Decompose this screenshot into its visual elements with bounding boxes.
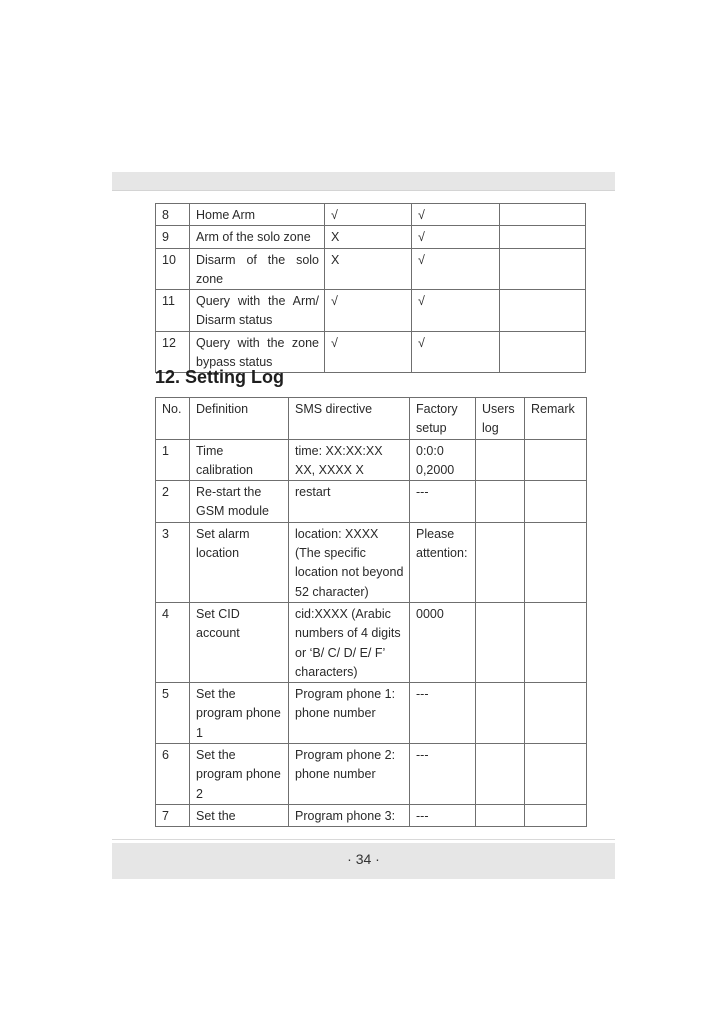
header-users-log: Users log [476,398,525,440]
support-mark: X [325,226,412,248]
table-row [156,683,587,744]
sms-directive-cell: Program phone 2: phone number [289,744,410,805]
function-name: Query with the zone bypass status [190,331,325,373]
section-title: 12. Setting Log [155,367,285,387]
users-log-cell [476,522,525,602]
row-number: 7 [156,804,190,826]
row-number: 9 [156,226,190,248]
factory-setup-cell: 0:0:0 0,2000 [410,439,476,481]
table-row [156,804,587,826]
row-number: 8 [156,204,190,226]
sms-directive-cell: location: XXXX (The specific location not beyond 52 character) [289,522,410,602]
remark-cell [525,439,587,481]
table-row [156,226,586,248]
sms-directive-cell: Program phone 3: [289,804,410,826]
remark-cell [525,683,587,744]
row-number: 3 [156,522,190,602]
page-header-band [112,172,615,191]
users-log-cell [476,481,525,523]
users-log-cell [476,683,525,744]
footer-divider [112,839,615,840]
function-name: Query with the Arm/ Disarm status [190,290,325,332]
row-number: 4 [156,602,190,682]
support-mark: √ [325,204,412,226]
bullet-left: · [347,851,352,867]
empty-cell [500,331,586,373]
table-row [156,481,587,523]
definition-cell: Set CID account [190,602,289,682]
zone-function-table [155,203,586,373]
sms-directive-cell: cid:XXXX (Arabic numbers of 4 digits or ‘B/ C/ D/ E/ F’ characters) [289,602,410,682]
support-mark: X [325,248,412,290]
sms-directive-cell: time: XX:XX:XX XX, XXXX X [289,439,410,481]
factory-setup-cell: --- [410,804,476,826]
header-factory-setup: Factory setup [410,398,476,440]
header-no: No. [156,398,190,440]
row-number: 10 [156,248,190,290]
page-number-value: 34 [355,851,372,867]
header-definition: Definition [190,398,289,440]
row-number: 5 [156,683,190,744]
definition-cell: Re-start the GSM module [190,481,289,523]
factory-setup-cell: 0000 [410,602,476,682]
sms-directive-cell: restart [289,481,410,523]
table-row [156,290,586,332]
definition-cell: Set alarm location [190,522,289,602]
setting-log-table [155,397,587,827]
users-log-cell [476,602,525,682]
function-name: Home Arm [190,204,325,226]
users-log-cell [476,744,525,805]
table-row [156,248,586,290]
header-remark: Remark [525,398,587,440]
table-row [156,204,586,226]
remark-cell [525,744,587,805]
support-mark: √ [412,248,500,290]
page-number [112,851,615,867]
support-mark: √ [412,290,500,332]
definition-cell: Set the [190,804,289,826]
empty-cell [500,290,586,332]
factory-setup-cell: --- [410,481,476,523]
empty-cell [500,204,586,226]
table-header-row [156,398,587,440]
row-number: 11 [156,290,190,332]
support-mark: √ [412,226,500,248]
users-log-cell [476,439,525,481]
factory-setup-cell: --- [410,683,476,744]
support-mark: √ [325,290,412,332]
table-row [156,522,587,602]
row-number: 12 [156,331,190,373]
table-row [156,439,587,481]
empty-cell [500,248,586,290]
remark-cell [525,602,587,682]
remark-cell [525,522,587,602]
page-footer-band [112,843,615,879]
sms-directive-cell: Program phone 1: phone number [289,683,410,744]
definition-cell: Set the program phone 1 [190,683,289,744]
remark-cell [525,481,587,523]
empty-cell [500,226,586,248]
factory-setup-cell: --- [410,744,476,805]
users-log-cell [476,804,525,826]
bullet-right: · [375,851,380,867]
definition-cell: Time calibration [190,439,289,481]
support-mark: √ [412,331,500,373]
remark-cell [525,804,587,826]
function-name: Disarm of the solo zone [190,248,325,290]
support-mark: √ [412,204,500,226]
function-name: Arm of the solo zone [190,226,325,248]
row-number: 1 [156,439,190,481]
table-row [156,602,587,682]
factory-setup-cell: Please attention: [410,522,476,602]
definition-cell: Set the program phone 2 [190,744,289,805]
support-mark: √ [325,331,412,373]
table-row [156,744,587,805]
row-number: 6 [156,744,190,805]
row-number: 2 [156,481,190,523]
header-sms-directive: SMS directive [289,398,410,440]
